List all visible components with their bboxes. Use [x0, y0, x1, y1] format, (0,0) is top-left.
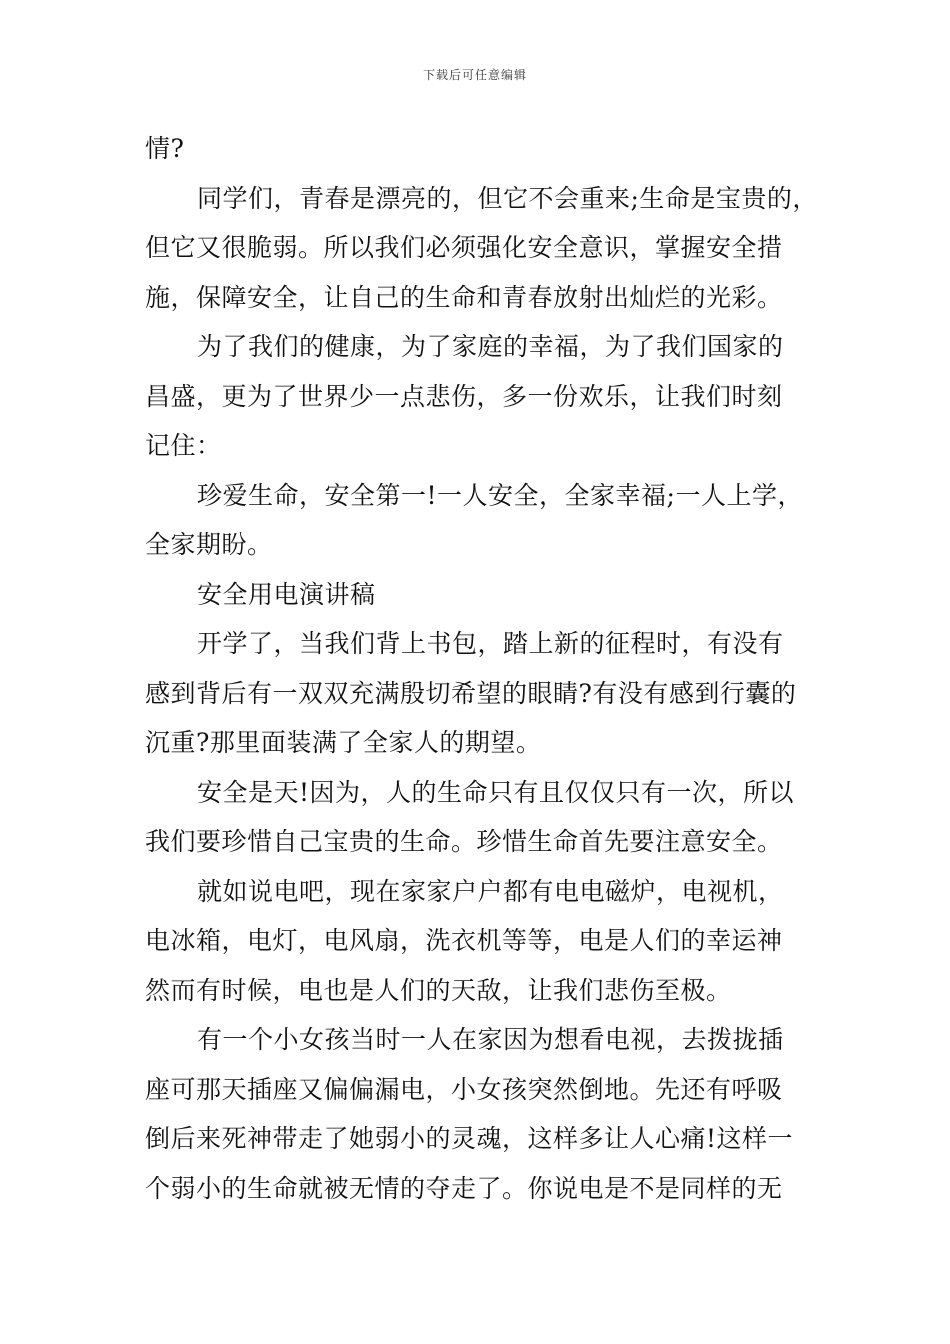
text-line: 个弱小的生命就被无情的夺走了。你说电是不是同样的无: [145, 1173, 783, 1203]
text-line: 安全是天!因为，人的生命只有且仅仅只有一次，所以: [197, 777, 795, 807]
text-line: 有一个小女孩当时一人在家因为想看电视，去拨拢插: [197, 1025, 784, 1054]
text-line: 感到背后有一双双充满殷切希望的眼睛?有没有感到行囊的: [145, 678, 797, 708]
text-line: 我们要珍惜自己宝贵的生命。珍惜生命首先要注意安全。: [145, 827, 783, 856]
section-heading: 安全用电演讲稿: [197, 579, 376, 609]
text-line: 全家期盼。: [145, 530, 273, 559]
text-line: 珍爱生命，安全第一!一人安全，全家幸福;一人上学，: [197, 480, 803, 510]
document-body: [145, 124, 825, 1213]
text-line: 昌盛，更为了世界少一点悲伤，多一份欢乐，让我们时刻: [145, 381, 783, 411]
text-line: 但它又很脆弱。所以我们必须强化安全意识，掌握安全措: [145, 233, 783, 262]
text-line: 电冰箱，电灯，电风扇，洗衣机等等，电是人们的幸运神: [145, 926, 783, 955]
text-line: 然而有时候，电也是人们的天敌，让我们悲伤至极。: [145, 975, 732, 1005]
text-line: 施，保障安全，让自己的生命和青春放射出灿烂的光彩。: [145, 282, 783, 312]
text-line: 情?: [145, 134, 185, 163]
text-line: 开学了，当我们背上书包，踏上新的征程时，有没有: [197, 629, 784, 658]
text-line: 倒后来死神带走了她弱小的灵魂，这样多让人心痛!这样一: [145, 1124, 794, 1153]
text-line: 同学们，青春是漂亮的，但它不会重来;生命是宝贵的，: [197, 183, 818, 213]
header-note: 下载后可任意编辑: [422, 68, 527, 82]
text-line: 就如说电吧，现在家家户户都有电电磁炉，电视机，: [197, 876, 784, 906]
text-line: 为了我们的健康，为了家庭的幸福，为了我们国家的: [197, 332, 784, 361]
text-line: 座可那天插座又偏偏漏电，小女孩突然倒地。先还有呼吸: [145, 1074, 783, 1104]
text-line: 记住：: [145, 431, 222, 460]
text-line: 沉重?那里面装满了全家人的期望。: [145, 728, 542, 757]
